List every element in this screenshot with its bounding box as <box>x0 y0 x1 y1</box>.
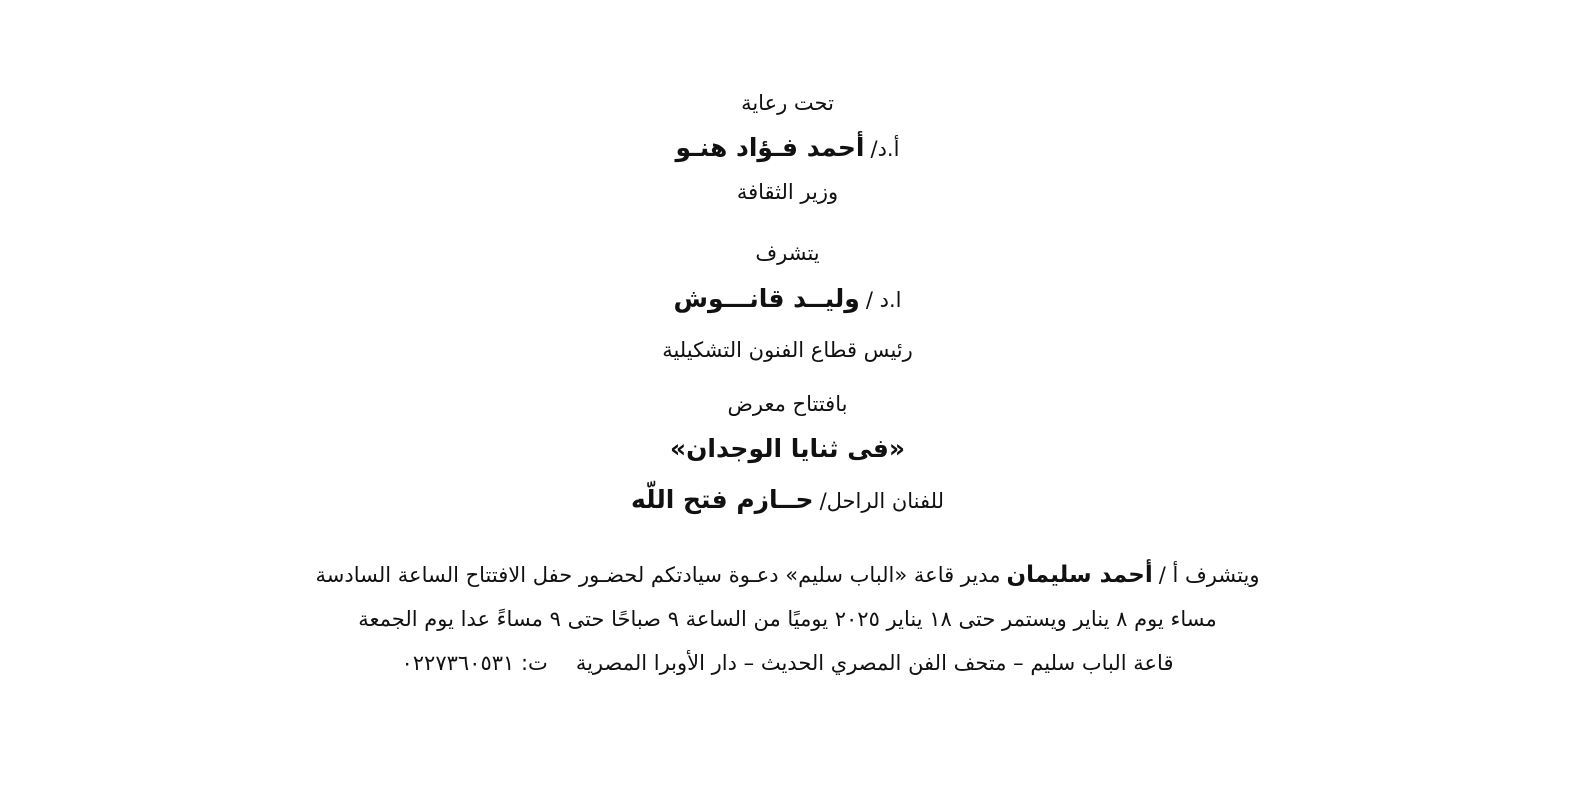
paragraph-line-3 <box>0 653 1575 674</box>
exhibition-title: «فى ثنايا الوجدان» <box>669 434 906 463</box>
head-name: وليــد قانـــوش <box>673 284 860 313</box>
head-line <box>0 286 1575 311</box>
head-prefix: ا.د / <box>865 288 902 312</box>
minister-prefix: أ.د/ <box>870 137 900 161</box>
minister-title: وزير الثقافة <box>736 180 839 204</box>
paragraph-location: قاعة الباب سليم – متحف الفن المصري الحديث – دار الأوبرا المصرية <box>575 651 1174 675</box>
paragraph-line1-prefix: ويتشرف أ / <box>1158 563 1260 587</box>
artist-prefix: للفنان الراحل/ <box>819 489 944 513</box>
paragraph-phone: ت: ٠٢٢٧٣٦٠٥٣١ <box>401 651 548 675</box>
minister-name: أحمد فـؤاد هنـو <box>675 133 865 162</box>
artist-name: حــازم فتح اللّه <box>631 485 814 514</box>
artist-line <box>0 487 1575 512</box>
paragraph-line-1 <box>0 564 1575 587</box>
head-title: رئيس قطاع الفنون التشكيلية <box>662 338 913 362</box>
honored-label: يتشرف <box>755 241 820 265</box>
paragraph-line1-rest: مدير قاعة «الباب سليم» دعـوة سيادتكم لحضـور حفل الافتتاح الساعة السادسة <box>315 563 1001 587</box>
minister-line <box>0 135 1575 160</box>
paragraph-line1-name: أحمد سليمان <box>1006 562 1153 588</box>
patronage-label: تحت رعاية <box>741 91 834 115</box>
opening-label: بافتتاح معرض <box>727 392 848 416</box>
paragraph-line-2: مساء يوم ٨ يناير ويستمر حتى ١٨ يناير ٢٠٢٥ يوميًا من الساعة ٩ صباحًا حتى ٩ مساءً عدا يوم الجمعة <box>358 607 1217 631</box>
